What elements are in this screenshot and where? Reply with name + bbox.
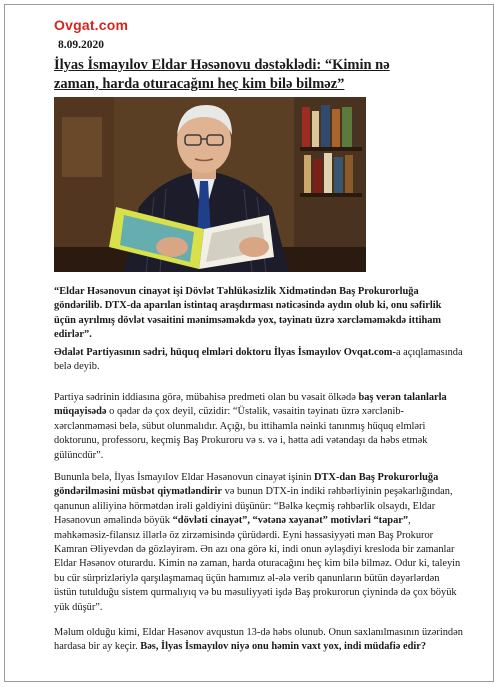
p5-text-1: Məlum olduğu kimi, Eldar Həsənov avqustun 13-də həbs olunub. Onun saxlanılmasının üzərindən hardasa bir ay keçir. bbox=[54, 627, 463, 653]
p3-bold-1: baş verən talanlarla müqayisədə bbox=[54, 392, 447, 418]
paragraph-source bbox=[54, 346, 464, 375]
p5-bold-1: Bəs, İlyas İsmayılov niyə onu həmin vaxt yox, indi müdafiə edir? bbox=[140, 641, 427, 653]
p3-text-2: o qədər də çox deyil, cüzidir: “Üstəlik, vəsaitin təyinatı üzrə xərclənib-xərclənməməsi belə, sübut olunmalıdır. Açığı, bu ittihamla nəinki tanınmış hüquq elmləri doktorunu, professoru, keçmiş Baş Prokuroru və s. və i, hətta adi vətəndaşı da həbs etmək gülüncdür”. bbox=[54, 406, 428, 461]
source-rest: a açıqlamasında belə deyib. bbox=[54, 347, 463, 373]
paragraph-dtx bbox=[54, 471, 464, 615]
p3-text-1: Partiya sədrinin iddiasına görə, mübahisə predmeti olan bu vəsait ölkədə bbox=[54, 392, 359, 403]
p4-text-1: Bununla belə, İlyas İsmayılov Eldar Həsənovun cinayət işinin bbox=[54, 472, 314, 483]
p4-text-3: , məhkəməsiz-filansız illərlə öz zirzəmisində çürüdərdi. Eyni həssasiyyəti mən Baş Prokuror Kamran Əliyevdən də gözləyirəm. Ən azı ona görə ki, indi onun əyləşdiyi kresloda bir zamanlar Eldar Həsənov oturardu. Kimin nə zaman, harda oturacağını heç kim bilə bilməz. Odur ki, taleyin bu cür sürprizləriylə qarşılaşmamaq üçün hamımız əl-ələ verib qanunların bütün dəyərlərdən üstün tutulduğu sistem qurmalıyıq və bu məsuliyyəti işdə Baş prokurorun çiynində də çox böyük yük düşür”. bbox=[54, 515, 461, 613]
article-date: 8.09.2020 bbox=[58, 39, 104, 51]
paragraph-quote bbox=[54, 285, 464, 343]
source-bold: Ədalət Partiyasının sədri, hüquq elmləri doktoru İlyas İsmayılov Ovqat.com- bbox=[54, 347, 396, 358]
quote-text: “Eldar Həsənovun cinayət işi Dövlət Təhlükəsizlik Xidmətindən Baş Prokurorluğa göndərilib. DTX-da aparılan istintaq araşdırması nəticəsində aydın olub ki, onu səfirlik üçün ayrılmış dövlət vəsaitini mənimsəməkdə yox, təyinatı üzrə xərcləməməkdə ittiham edirlər”. bbox=[54, 286, 442, 341]
p4-bold-2: “dövləti cinayət”, “vətənə xəyanət” motivləri “tapar” bbox=[172, 515, 409, 527]
paragraph-party-chairman bbox=[54, 391, 464, 463]
article-title[interactable]: İlyas İsmayılov Eldar Həsənovu dəstəklədi: “Kimin nə zaman, harda oturacağını heç kim bilə bilməz” bbox=[54, 57, 390, 92]
article-photo bbox=[54, 97, 366, 272]
site-name[interactable]: Ovgat.com bbox=[54, 17, 129, 33]
p4-bold-1: DTX-dan Baş Prokurorluğa göndərilməsini müsbət qiymətləndirir bbox=[54, 472, 439, 498]
paragraph-closing bbox=[54, 626, 464, 655]
p4-text-2: və bunun DTX-in indiki rəhbərliyinin peşəkarlığından, qanunun aliliyinə hörmətdən irəli gəldiyini düşünür: “Bəlkə keçmiş rəhbərlik olsaydı, Eldar Həsənovun əməlində böyük bbox=[54, 486, 453, 527]
